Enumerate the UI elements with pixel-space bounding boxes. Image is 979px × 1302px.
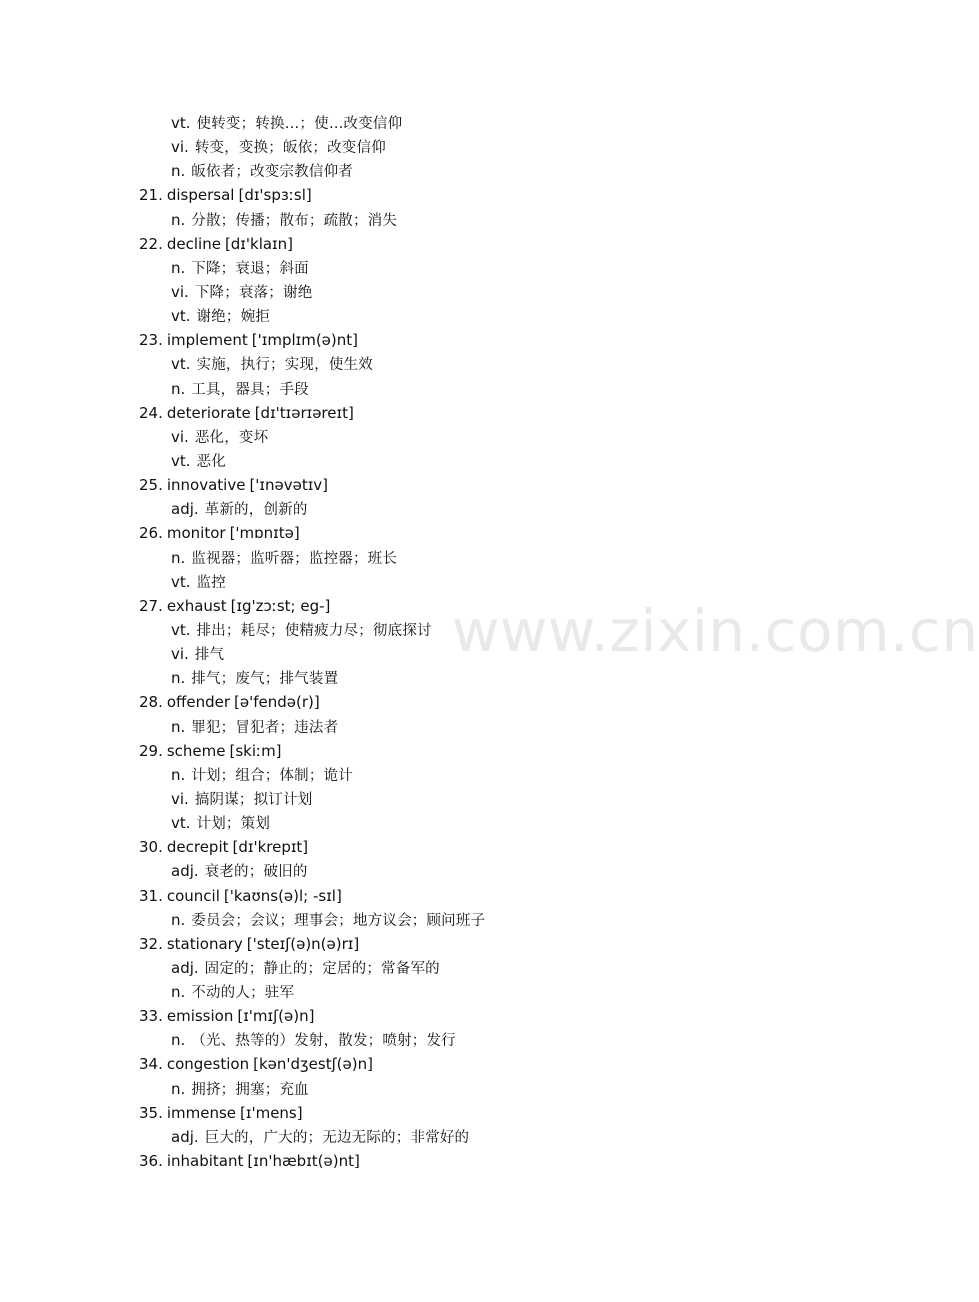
definition-text: 不动的人；驻军 [191, 985, 295, 1002]
definition-text: 恶化，变坏 [194, 429, 269, 446]
entry-phonetic: [dɪ'krepɪt] [232, 838, 309, 857]
part-of-speech: vi. [171, 427, 189, 446]
entry-phonetic: ['kaʊns(ə)l; -sɪl] [223, 886, 342, 905]
entry-number: 24. [139, 403, 163, 422]
part-of-speech: vt. [171, 620, 191, 639]
definition-text: 罪犯；冒犯者；违法者 [191, 719, 339, 736]
entry-headword-row [139, 521, 839, 545]
definition-row [139, 256, 839, 280]
definition-row [139, 763, 839, 787]
definition-text: 分散；传播；散布；疏散；消失 [191, 212, 398, 229]
entry-headword-row [139, 473, 839, 497]
definition-text: 下降；衰退；斜面 [191, 260, 309, 277]
entry-phonetic: ['ɪmplɪm(ə)nt] [251, 331, 359, 350]
definition-text: 排气 [194, 647, 225, 664]
definition-row [139, 377, 839, 401]
entry-headword-row [139, 1052, 839, 1076]
definition-row [139, 956, 839, 980]
entry-word: dispersal [166, 186, 235, 205]
part-of-speech: n. [171, 1031, 186, 1050]
entry-word: implement [166, 331, 248, 350]
definition-row [139, 570, 839, 594]
definition-text: 巨大的，广大的；无边无际的；非常好的 [204, 1129, 470, 1146]
definition-text: 计划；组合；体制；诡计 [191, 767, 353, 784]
entry-word: decrepit [166, 838, 229, 857]
part-of-speech: n. [171, 210, 186, 229]
definition-row [139, 1028, 839, 1052]
definition-row [139, 425, 839, 449]
entry-phonetic: [ɪ'mens] [240, 1103, 303, 1122]
part-of-speech: n. [171, 717, 186, 736]
entry-number: 36. [139, 1152, 163, 1171]
part-of-speech: vi. [171, 282, 189, 301]
entry-phonetic: ['mɒnɪtə] [229, 524, 300, 543]
part-of-speech: vt. [171, 114, 191, 132]
definition-text: 固定的；静止的；定居的；常备军的 [204, 960, 440, 977]
entry-number: 21. [139, 186, 163, 205]
entry-word: innovative [166, 476, 246, 495]
definition-row [139, 618, 839, 642]
entry-word: inhabitant [166, 1152, 244, 1171]
entry-phonetic: [kən'dʒestʃ(ə)n] [253, 1055, 373, 1074]
entry-headword-row [139, 328, 839, 352]
definition-text: 委员会；会议；理事会；地方议会；顾问班子 [191, 912, 486, 929]
definition-row [139, 208, 839, 232]
entry-headword-row [139, 1004, 839, 1028]
definition-row [139, 642, 839, 666]
part-of-speech: vi. [171, 789, 189, 808]
part-of-speech: vt. [171, 307, 191, 326]
part-of-speech: vt. [171, 451, 191, 470]
definition-text: 恶化 [196, 453, 226, 470]
part-of-speech: adj. [171, 862, 199, 881]
entry-word: deteriorate [166, 403, 251, 422]
entry-word: congestion [166, 1055, 250, 1074]
part-of-speech: adj. [171, 500, 199, 519]
entry-headword-row [139, 401, 839, 425]
definition-row [139, 111, 839, 135]
part-of-speech: n. [171, 910, 186, 929]
entry-number: 29. [139, 741, 163, 760]
definition-text: 下降；衰落；谢绝 [194, 284, 313, 301]
entry-word: council [166, 886, 220, 905]
part-of-speech: vt. [171, 814, 191, 833]
definition-row [139, 159, 839, 183]
entry-word: decline [166, 234, 221, 253]
definition-row [139, 280, 839, 304]
definition-row [139, 1125, 839, 1149]
part-of-speech: n. [171, 669, 186, 688]
definition-text: 转变，变换；皈依；改变信仰 [194, 140, 386, 157]
entry-phonetic: [dɪ'tɪərɪəreɪt] [254, 403, 354, 422]
entry-word: exhaust [166, 596, 227, 615]
entry-word: emission [166, 1007, 234, 1026]
part-of-speech: adj. [171, 958, 199, 977]
definition-text: 使转变；转换…；使…改变信仰 [196, 116, 403, 132]
entry-word: scheme [166, 741, 226, 760]
entry-headword-row [139, 1149, 839, 1173]
part-of-speech: n. [171, 379, 186, 398]
definition-text: 谢绝；婉拒 [196, 309, 271, 326]
definition-text: 监视器；监听器；监控器；班长 [191, 550, 398, 567]
entry-phonetic: [ɪg'zɔːst; eg-] [230, 596, 331, 615]
entry-number: 28. [139, 693, 163, 712]
definition-row [139, 449, 839, 473]
definition-row [139, 352, 839, 376]
entry-phonetic: [dɪ'spɜːsl] [238, 186, 312, 205]
entry-word: monitor [166, 524, 226, 543]
part-of-speech: n. [171, 765, 186, 784]
part-of-speech: vt. [171, 572, 191, 591]
entry-word: stationary [166, 934, 243, 953]
entry-number: 35. [139, 1103, 163, 1122]
entry-number: 22. [139, 234, 163, 253]
entry-number: 34. [139, 1055, 163, 1074]
entry-number: 31. [139, 886, 163, 905]
definition-text: （光、热等的）发射，散发；喷射；发行 [191, 1033, 456, 1050]
entry-headword-row [139, 835, 839, 859]
part-of-speech: adj. [171, 1127, 199, 1146]
vocabulary-list [139, 111, 839, 1173]
entry-phonetic: [dɪ'klaɪn] [224, 234, 293, 253]
definition-row [139, 980, 839, 1004]
entry-phonetic: ['steɪʃ(ə)n(ə)rɪ] [246, 934, 360, 953]
definition-row [139, 787, 839, 811]
definition-text: 衰老的；破旧的 [204, 864, 308, 881]
watermark: www.zixin.com.cn [452, 597, 979, 665]
part-of-speech: vi. [171, 645, 189, 664]
definition-row [139, 304, 839, 328]
definition-row [139, 666, 839, 690]
entry-word: offender [166, 693, 231, 712]
definition-text: 拥挤；拥塞；充血 [191, 1081, 309, 1098]
entry-number: 33. [139, 1007, 163, 1026]
definition-text: 计划；策划 [196, 816, 271, 833]
entry-number: 26. [139, 524, 163, 543]
entry-number: 23. [139, 331, 163, 350]
definition-row [139, 859, 839, 883]
definition-text: 排出；耗尽；使精疲力尽；彻底探讨 [196, 622, 432, 639]
definition-text: 监控 [196, 574, 226, 591]
part-of-speech: n. [171, 162, 186, 181]
definition-text: 革新的，创新的 [204, 502, 308, 519]
definition-row [139, 715, 839, 739]
entry-headword-row [139, 932, 839, 956]
definition-text: 排气；废气；排气装置 [191, 671, 339, 688]
entry-number: 32. [139, 934, 163, 953]
definition-row [139, 811, 839, 835]
entry-phonetic: [ɪn'hæbɪt(ə)nt] [247, 1152, 360, 1171]
definition-text: 搞阴谋；拟订计划 [194, 791, 313, 808]
part-of-speech: n. [171, 258, 186, 277]
part-of-speech: n. [171, 1079, 186, 1098]
entry-headword-row [139, 690, 839, 714]
entry-number: 25. [139, 476, 163, 495]
part-of-speech: vt. [171, 355, 191, 374]
entry-phonetic: [skiːm] [229, 741, 282, 760]
part-of-speech: n. [171, 983, 186, 1002]
entry-headword-row [139, 739, 839, 763]
entry-number: 30. [139, 838, 163, 857]
entry-word: immense [166, 1103, 237, 1122]
entry-phonetic: [ə'fendə(r)] [234, 693, 320, 712]
definition-text: 实施，执行；实现，使生效 [196, 357, 373, 374]
entry-headword-row [139, 884, 839, 908]
definition-row [139, 546, 839, 570]
entry-headword-row [139, 232, 839, 256]
definition-text: 工具，器具；手段 [191, 381, 309, 398]
definition-row [139, 497, 839, 521]
definition-row [139, 1077, 839, 1101]
entry-headword-row [139, 1101, 839, 1125]
definition-row [139, 908, 839, 932]
definition-row [139, 135, 839, 159]
entry-headword-row [139, 594, 839, 618]
entry-headword-row [139, 183, 839, 207]
entry-phonetic: ['ɪnəvətɪv] [249, 476, 329, 495]
entry-phonetic: [ɪ'mɪʃ(ə)n] [237, 1007, 315, 1026]
entry-number: 27. [139, 596, 163, 615]
part-of-speech: n. [171, 548, 186, 567]
part-of-speech: vi. [171, 138, 189, 157]
definition-text: 皈依者；改变宗教信仰者 [191, 164, 353, 181]
